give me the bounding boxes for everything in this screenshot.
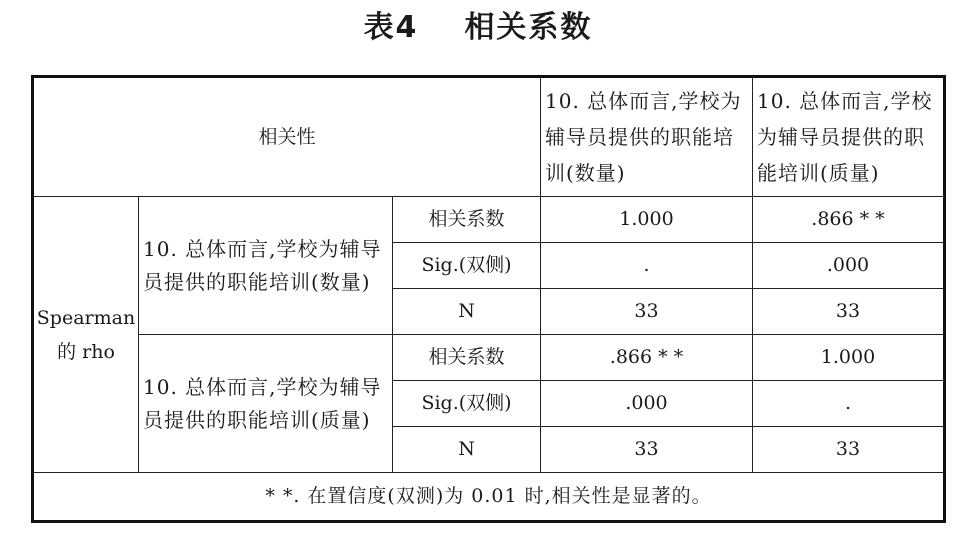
table-cell: .866 * * bbox=[541, 335, 753, 381]
table-cell: . bbox=[541, 243, 753, 289]
table-footer-row bbox=[33, 473, 945, 522]
spearman-label: Spearman bbox=[36, 306, 136, 329]
table-row bbox=[33, 197, 945, 243]
table-cell: 1.000 bbox=[541, 197, 753, 243]
table-cell: 33 bbox=[541, 289, 753, 335]
stat-label: Sig.(双侧) bbox=[393, 243, 541, 289]
corner-header: 相关性 bbox=[33, 77, 541, 197]
table-cell: .866 * * bbox=[753, 197, 945, 243]
table-cell: 33 bbox=[753, 427, 945, 473]
stat-label: Sig.(双侧) bbox=[393, 381, 541, 427]
table-number: 表4 bbox=[363, 10, 419, 45]
stat-label: 相关系数 bbox=[393, 197, 541, 243]
table-cell: 33 bbox=[541, 427, 753, 473]
correlation-table bbox=[31, 75, 946, 523]
rho-label: 的 rho bbox=[57, 340, 115, 363]
table-header-row bbox=[33, 77, 945, 197]
table-cell: 1.000 bbox=[753, 335, 945, 381]
table-cell: .000 bbox=[541, 381, 753, 427]
column-header-quantity: 10. 总体而言,学校为辅导员提供的职能培训(数量) bbox=[541, 77, 753, 197]
table-cell: 33 bbox=[753, 289, 945, 335]
stat-label: N bbox=[393, 427, 541, 473]
stat-label: N bbox=[393, 289, 541, 335]
spearman-group-label bbox=[33, 197, 139, 473]
table-cell: . bbox=[753, 381, 945, 427]
table-cell: .000 bbox=[753, 243, 945, 289]
table-title: 相关系数 bbox=[464, 10, 593, 45]
table-row bbox=[33, 335, 945, 381]
column-header-quality: 10. 总体而言,学校为辅导员提供的职能培训(质量) bbox=[753, 77, 945, 197]
table-caption bbox=[0, 8, 956, 48]
row-variable-quality: 10. 总体而言,学校为辅导员提供的职能培训(质量) bbox=[139, 335, 393, 473]
stat-label: 相关系数 bbox=[393, 335, 541, 381]
significance-footnote: * *. 在置信度(双测)为 0.01 时,相关性是显著的。 bbox=[33, 473, 945, 522]
row-variable-quantity: 10. 总体而言,学校为辅导员提供的职能培训(数量) bbox=[139, 197, 393, 335]
